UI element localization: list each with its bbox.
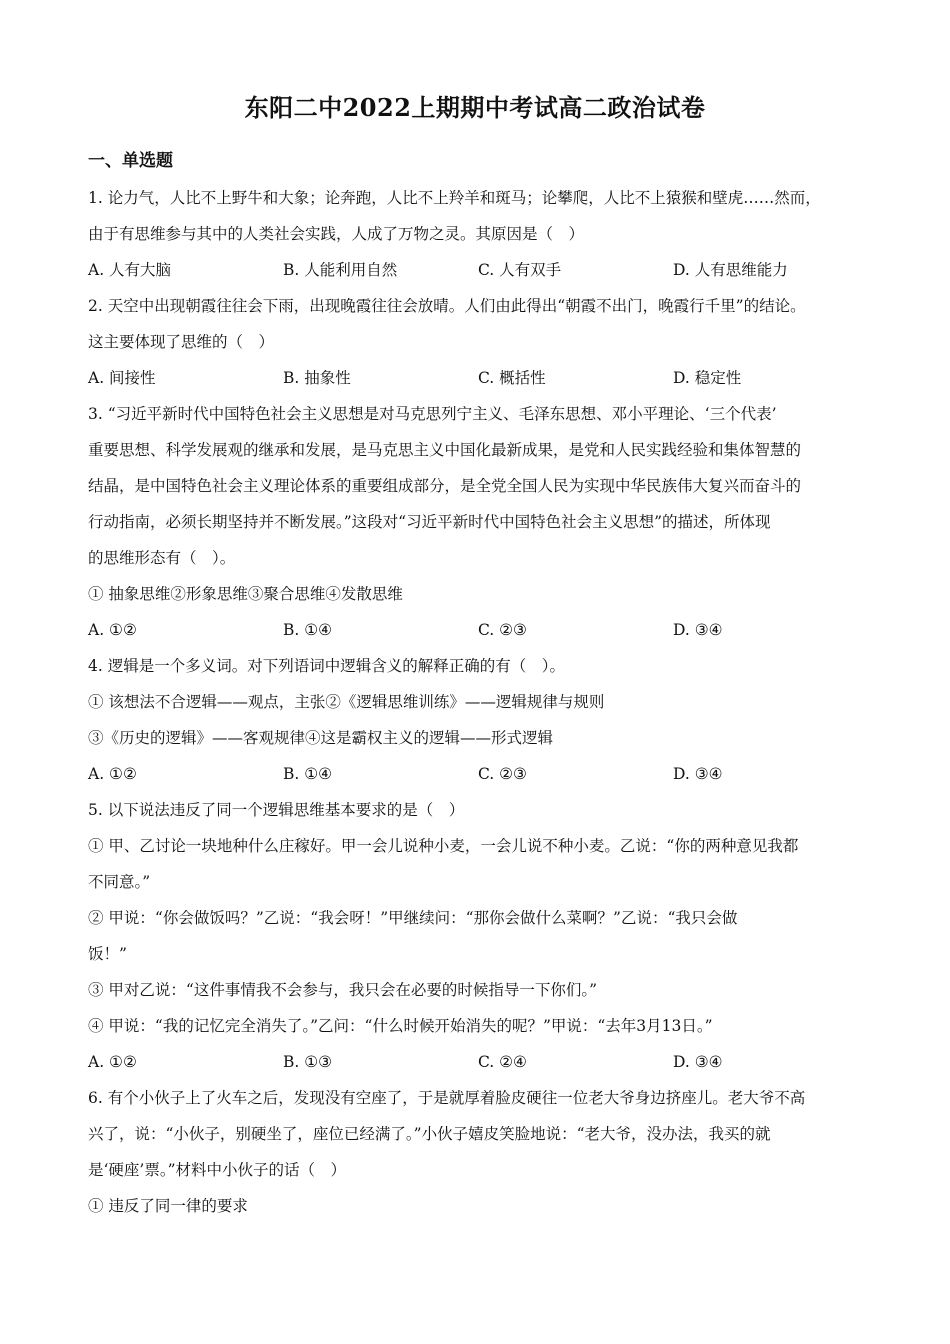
question-text-line: ④ 甲说：“我的记忆完全消失了。”乙问：“什么时候开始消失的呢？”甲说：“去年3月13日。” bbox=[88, 1017, 713, 1035]
question-text-line: 行动指南，必须长期坚持并不断发展。”这段对“习近平新时代中国特色社会主义思想”的描述，所体现 bbox=[88, 513, 771, 531]
option-b: B. ①④ bbox=[283, 621, 333, 639]
question-6 bbox=[88, 1080, 868, 1224]
option-c: C. 人有双手 bbox=[478, 261, 562, 279]
section-heading: 一、单选题 bbox=[88, 151, 173, 171]
question-text-line: ① 抽象思维②形象思维③聚合思维④发散思维 bbox=[88, 585, 403, 603]
question-text-line: 2. 天空中出现朝霞往往会下雨，出现晚霞往往会放晴。人们由此得出“朝霞不出门，晚霞行千里”的结论。 bbox=[88, 297, 806, 315]
option-c: C. ②④ bbox=[478, 1053, 527, 1071]
option-a: A. 间接性 bbox=[88, 369, 156, 387]
page-title: 东阳二中2022上期期中考试高二政治试卷 bbox=[244, 93, 706, 122]
question-text-line: 兴了，说：“小伙子，别硬坐了，座位已经满了。”小伙子嬉皮笑脸地说：“老大爷，没办法，我买的就 bbox=[88, 1125, 771, 1143]
question-text-line: ② 甲说：“你会做饭吗？”乙说：“我会呀！”甲继续问：“那你会做什么菜啊？”乙说：“我只会做 bbox=[88, 909, 738, 927]
question-list bbox=[88, 180, 868, 1224]
option-a: A. 人有大脑 bbox=[88, 261, 172, 279]
question-text-line: ① 违反了同一律的要求 bbox=[88, 1197, 248, 1215]
question-2 bbox=[88, 288, 868, 396]
option-b: B. ①④ bbox=[283, 765, 333, 783]
question-text-line: 5. 以下说法违反了同一个逻辑思维基本要求的是（ ） bbox=[88, 801, 465, 819]
question-5 bbox=[88, 792, 868, 1080]
question-text-line: 重要思想、科学发展观的继承和发展，是马克思主义中国化最新成果，是党和人民实践经验和集体智慧的 bbox=[88, 441, 802, 459]
question-text-line: ① 该想法不合逻辑——观点，主张②《逻辑思维训练》——逻辑规律与规则 bbox=[88, 693, 605, 711]
question-text-line: ① 甲、乙讨论一块地种什么庄稼好。甲一会儿说种小麦，一会儿说不种小麦。乙说：“你的两种意见我都 bbox=[88, 837, 799, 855]
question-text-line: 3. “习近平新时代中国特色社会主义思想是对马克思列宁主义、毛泽东思想、邓小平理论、‘三个代表’ bbox=[88, 405, 777, 423]
question-text-line: 不同意。” bbox=[88, 873, 151, 891]
question-text-line: 1. 论力气，人比不上野牛和大象；论奔跑，人比不上羚羊和斑马；论攀爬，人比不上猿猴和壁虎……然而， bbox=[88, 189, 821, 207]
option-c: C. ②③ bbox=[478, 765, 527, 783]
question-text-line: 4. 逻辑是一个多义词。对下列语词中逻辑含义的解释正确的有（ ）。 bbox=[88, 657, 565, 675]
question-text-line: ③《历史的逻辑》——客观规律④这是霸权主义的逻辑——形式逻辑 bbox=[88, 729, 554, 747]
question-text-line: 6. 有个小伙子上了火车之后，发现没有空座了，于是就厚着脸皮硬往一位老大爷身边挤座儿。老大爷不高 bbox=[88, 1089, 806, 1107]
option-d: D. ③④ bbox=[673, 621, 723, 639]
answer-options bbox=[88, 252, 868, 288]
option-c: C. ②③ bbox=[478, 621, 527, 639]
question-text-line: 的思维形态有（ ）。 bbox=[88, 549, 236, 567]
option-b: B. ①③ bbox=[283, 1053, 333, 1071]
question-4 bbox=[88, 648, 868, 792]
option-a: A. ①② bbox=[88, 621, 137, 639]
question-text-line: 结晶，是中国特色社会主义理论体系的重要组成部分，是全党全国人民为实现中华民族伟大复兴而奋斗的 bbox=[88, 477, 802, 495]
question-text-line: 是‘硬座’票。”材料中小伙子的话（ ） bbox=[88, 1161, 347, 1179]
option-a: A. ①② bbox=[88, 1053, 137, 1071]
answer-options bbox=[88, 756, 868, 792]
question-text-line: ③ 甲对乙说：“这件事情我不会参与，我只会在必要的时候指导一下你们。” bbox=[88, 981, 598, 999]
option-d: D. ③④ bbox=[673, 765, 723, 783]
answer-options bbox=[88, 360, 868, 396]
question-text-line: 饭！” bbox=[88, 945, 127, 963]
option-a: A. ①② bbox=[88, 765, 137, 783]
question-1 bbox=[88, 180, 868, 288]
option-d: D. 人有思维能力 bbox=[673, 261, 788, 279]
option-b: B. 人能利用自然 bbox=[283, 261, 398, 279]
answer-options bbox=[88, 612, 868, 648]
question-text-line: 这主要体现了思维的（ ） bbox=[88, 333, 275, 351]
option-d: D. 稳定性 bbox=[673, 369, 742, 387]
question-text-line: 由于有思维参与其中的人类社会实践，人成了万物之灵。其原因是（ ） bbox=[88, 225, 585, 243]
question-3 bbox=[88, 396, 868, 648]
option-d: D. ③④ bbox=[673, 1053, 723, 1071]
option-c: C. 概括性 bbox=[478, 369, 546, 387]
option-b: B. 抽象性 bbox=[283, 369, 351, 387]
answer-options bbox=[88, 1044, 868, 1080]
